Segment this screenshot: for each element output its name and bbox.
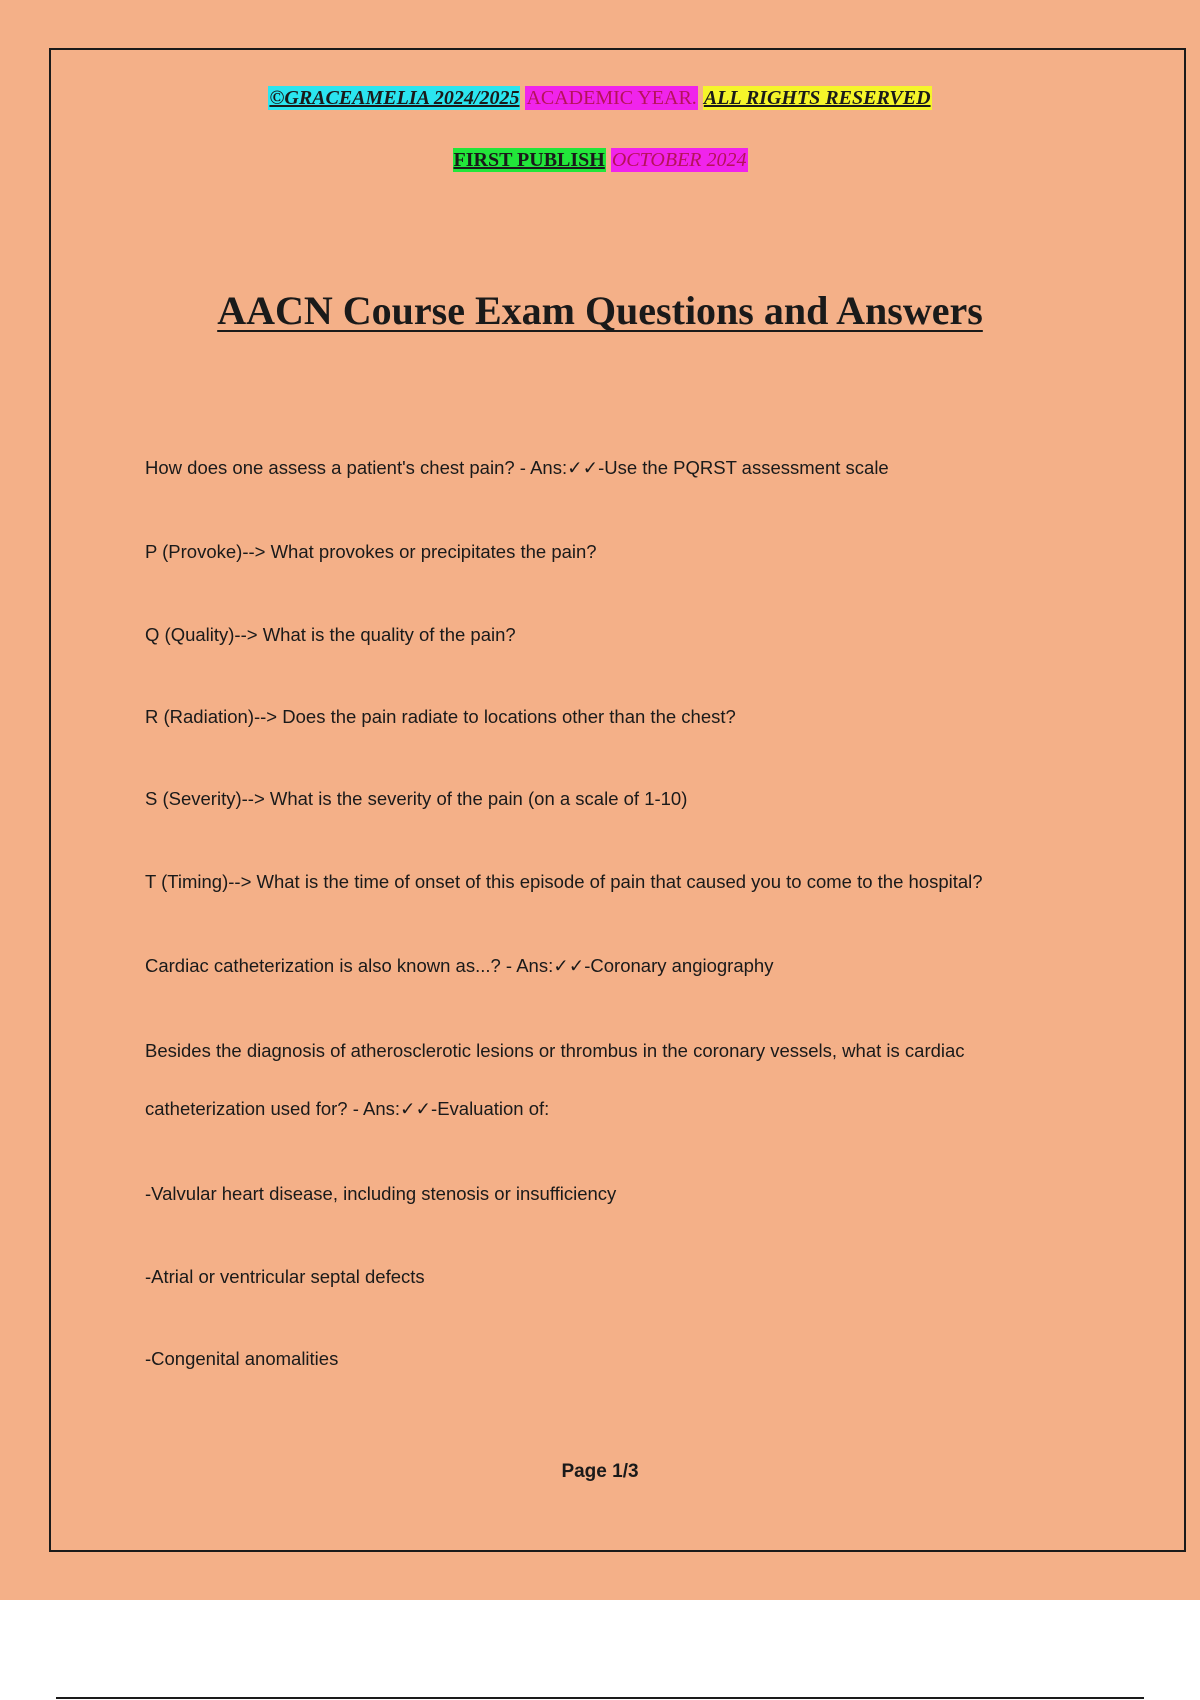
paragraph: R (Radiation)--> Does the pain radiate to locations other than the chest?: [145, 706, 736, 727]
paragraph: catheterization used for? - Ans:✓✓-Evaluation of:: [145, 1098, 550, 1119]
paragraph: How does one assess a patient's chest pain? - Ans:✓✓-Use the PQRST assessment scale: [145, 457, 889, 478]
page-number: Page 1/3: [561, 1461, 639, 1482]
paragraph: S (Severity)--> What is the severity of the pain (on a scale of 1-10): [145, 788, 688, 809]
copyright-line: [0, 86, 1200, 110]
divider: [56, 1697, 1144, 1699]
list-item: -Valvular heart disease, including stenosis or insufficiency: [145, 1183, 617, 1204]
rights-reserved-text: ALL RIGHTS RESERVED: [703, 87, 931, 109]
publish-date-text: OCTOBER 2024: [611, 149, 747, 171]
paragraph: Besides the diagnosis of atherosclerotic lesions or thrombus in the coronary vessels, what is cardiac: [145, 1040, 965, 1061]
academic-year-text: ACADEMIC YEAR.: [526, 87, 697, 109]
list-item: -Congenital anomalities: [145, 1348, 339, 1369]
first-publish-text: FIRST PUBLISH: [453, 149, 605, 171]
page-title: AACN Course Exam Questions and Answers: [217, 288, 983, 333]
paragraph: Cardiac catheterization is also known as...? - Ans:✓✓-Coronary angiography: [145, 955, 774, 976]
copyright-text: ©GRACEAMELIA 2024/2025: [269, 87, 520, 109]
paragraph: T (Timing)--> What is the time of onset of this episode of pain that caused you to come to the hospital?: [145, 871, 983, 892]
list-item: -Atrial or ventricular septal defects: [145, 1266, 425, 1287]
publish-line: [0, 148, 1200, 172]
paragraph: P (Provoke)--> What provokes or precipitates the pain?: [145, 541, 597, 562]
paragraph: Q (Quality)--> What is the quality of the pain?: [145, 624, 516, 645]
